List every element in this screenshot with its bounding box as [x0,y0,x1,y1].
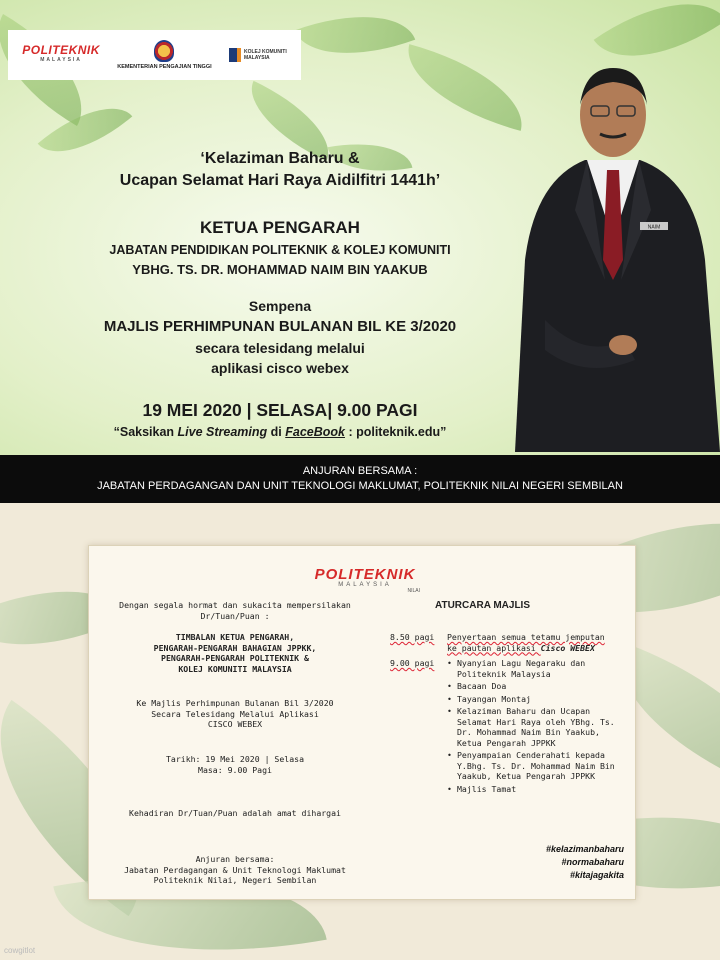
event-description: Ke Majlis Perhimpunan Bulanan Bil 3/2020 Secara Telesidang Melalui Aplikasi CISCO WEBEX [136,698,334,729]
department: JABATAN PENDIDIKAN POLITEKNIK & KOLEJ KOMUNITI [109,243,451,257]
time-slot: 9.00 pagi [390,658,435,668]
invitation-text: Dengan segala hormat dan sukacita mempersilakan Dr/Tuan/Puan : [119,600,351,621]
telesidang: secara telesidang melalui [195,340,365,356]
kk-mark-icon [229,48,241,62]
programme-item: • Bacaan Doa [447,681,627,692]
programme-item: • Majlis Tamat [447,784,627,795]
programme-item: • Tayangan Montaj [447,694,627,705]
card-organizer: Anjuran bersama: Jabatan Perdagangan & Unit Teknologi Maklumat Politeknik Nilai, Negeri Sembilan [124,854,346,885]
card-politeknik-logo: POLITEKNIK MALAYSIA NILAI [314,566,420,594]
programme-item: • Nyanyian Lagu Negaraku dan Politeknik Malaysia [447,658,627,679]
programme-item: • Penyampaian Cenderahati kepada Y.Bhg. Ts. Dr. Mohammad Naim Bin Yaakub, Ketua Pengarah JPPKK [447,750,627,782]
speaker-photo [505,60,720,452]
watermark: cowgitlot [4,946,36,955]
leaf-decoration [295,0,415,77]
event-datetime: 19 MEI 2020 | SELASA| 9.00 PAGI [142,400,418,420]
schedule-entry: Penyertaan semua tetamu jemputan ke pautan aplikasi Cisco WEBEX [447,632,605,653]
event-title: ‘Kelaziman Baharu & Ucapan Selamat Hari Raya Aidilfitri 1441h’ [119,150,441,189]
top-section [0,0,720,455]
aturcara-title: ATURCARA MAJLIS [435,600,530,611]
time-slot: 8.50 pagi [390,632,435,642]
organizer-banner: ANJURAN BERSAMA : JABATAN PERDAGANGAN DAN UNIT TEKNOLOGI MAKLUMAT, POLITEKNIK NILAI NEGERI SEMBILAN [0,455,720,503]
crest-icon [154,40,174,62]
logo-strip [8,30,301,80]
stream-info: “Saksikan Live Streaming di FaceBook : politeknik.edu” [113,425,447,439]
event-date: Tarikh: 19 Mei 2020 | Selasa Masa: 9.00 Pagi [165,754,305,775]
majlis-title: MAJLIS PERHIMPUNAN BULANAN BIL KE 3/2020 [103,318,457,335]
kpt-logo: KEMENTERIAN PENGAJIAN TINGGI [116,40,212,70]
aplikasi: aplikasi cisco webex [211,360,349,376]
kolej-komuniti-logo: KOLEJ KOMUNITI MALAYSIA [229,48,287,62]
speaker-name: YBHG. TS. DR. MOHAMMAD NAIM BIN YAAKUB [132,262,428,277]
role-title: KETUA PENGARAH [200,218,360,237]
hashtags: #kelazimanbaharu #normabaharu #kitajagakita [545,844,624,880]
politeknik-logo: POLITEKNIK MALAYSIA [22,43,100,63]
attendance-note: Kehadiran Dr/Tuan/Puan adalah amat dihargai [129,808,341,818]
programme-item: • Kelaziman Baharu dan Ucapan Selamat Hari Raya oleh YBhg. Ts. Dr. Mohammad Naim Bin Yaakub, Ketua Pengarah JPPKK [447,706,627,748]
name-tag: NAIM [647,224,661,231]
programme-list [447,658,627,796]
guest-list: TIMBALAN KETUA PENGARAH, PENGARAH-PENGARAH BAHAGIAN JPPKK, PENGARAH-PENGARAH POLITEKNIK & KOLEJ KOMUNITI MALAYSIA [153,632,317,674]
sempena: Sempena [248,298,312,314]
